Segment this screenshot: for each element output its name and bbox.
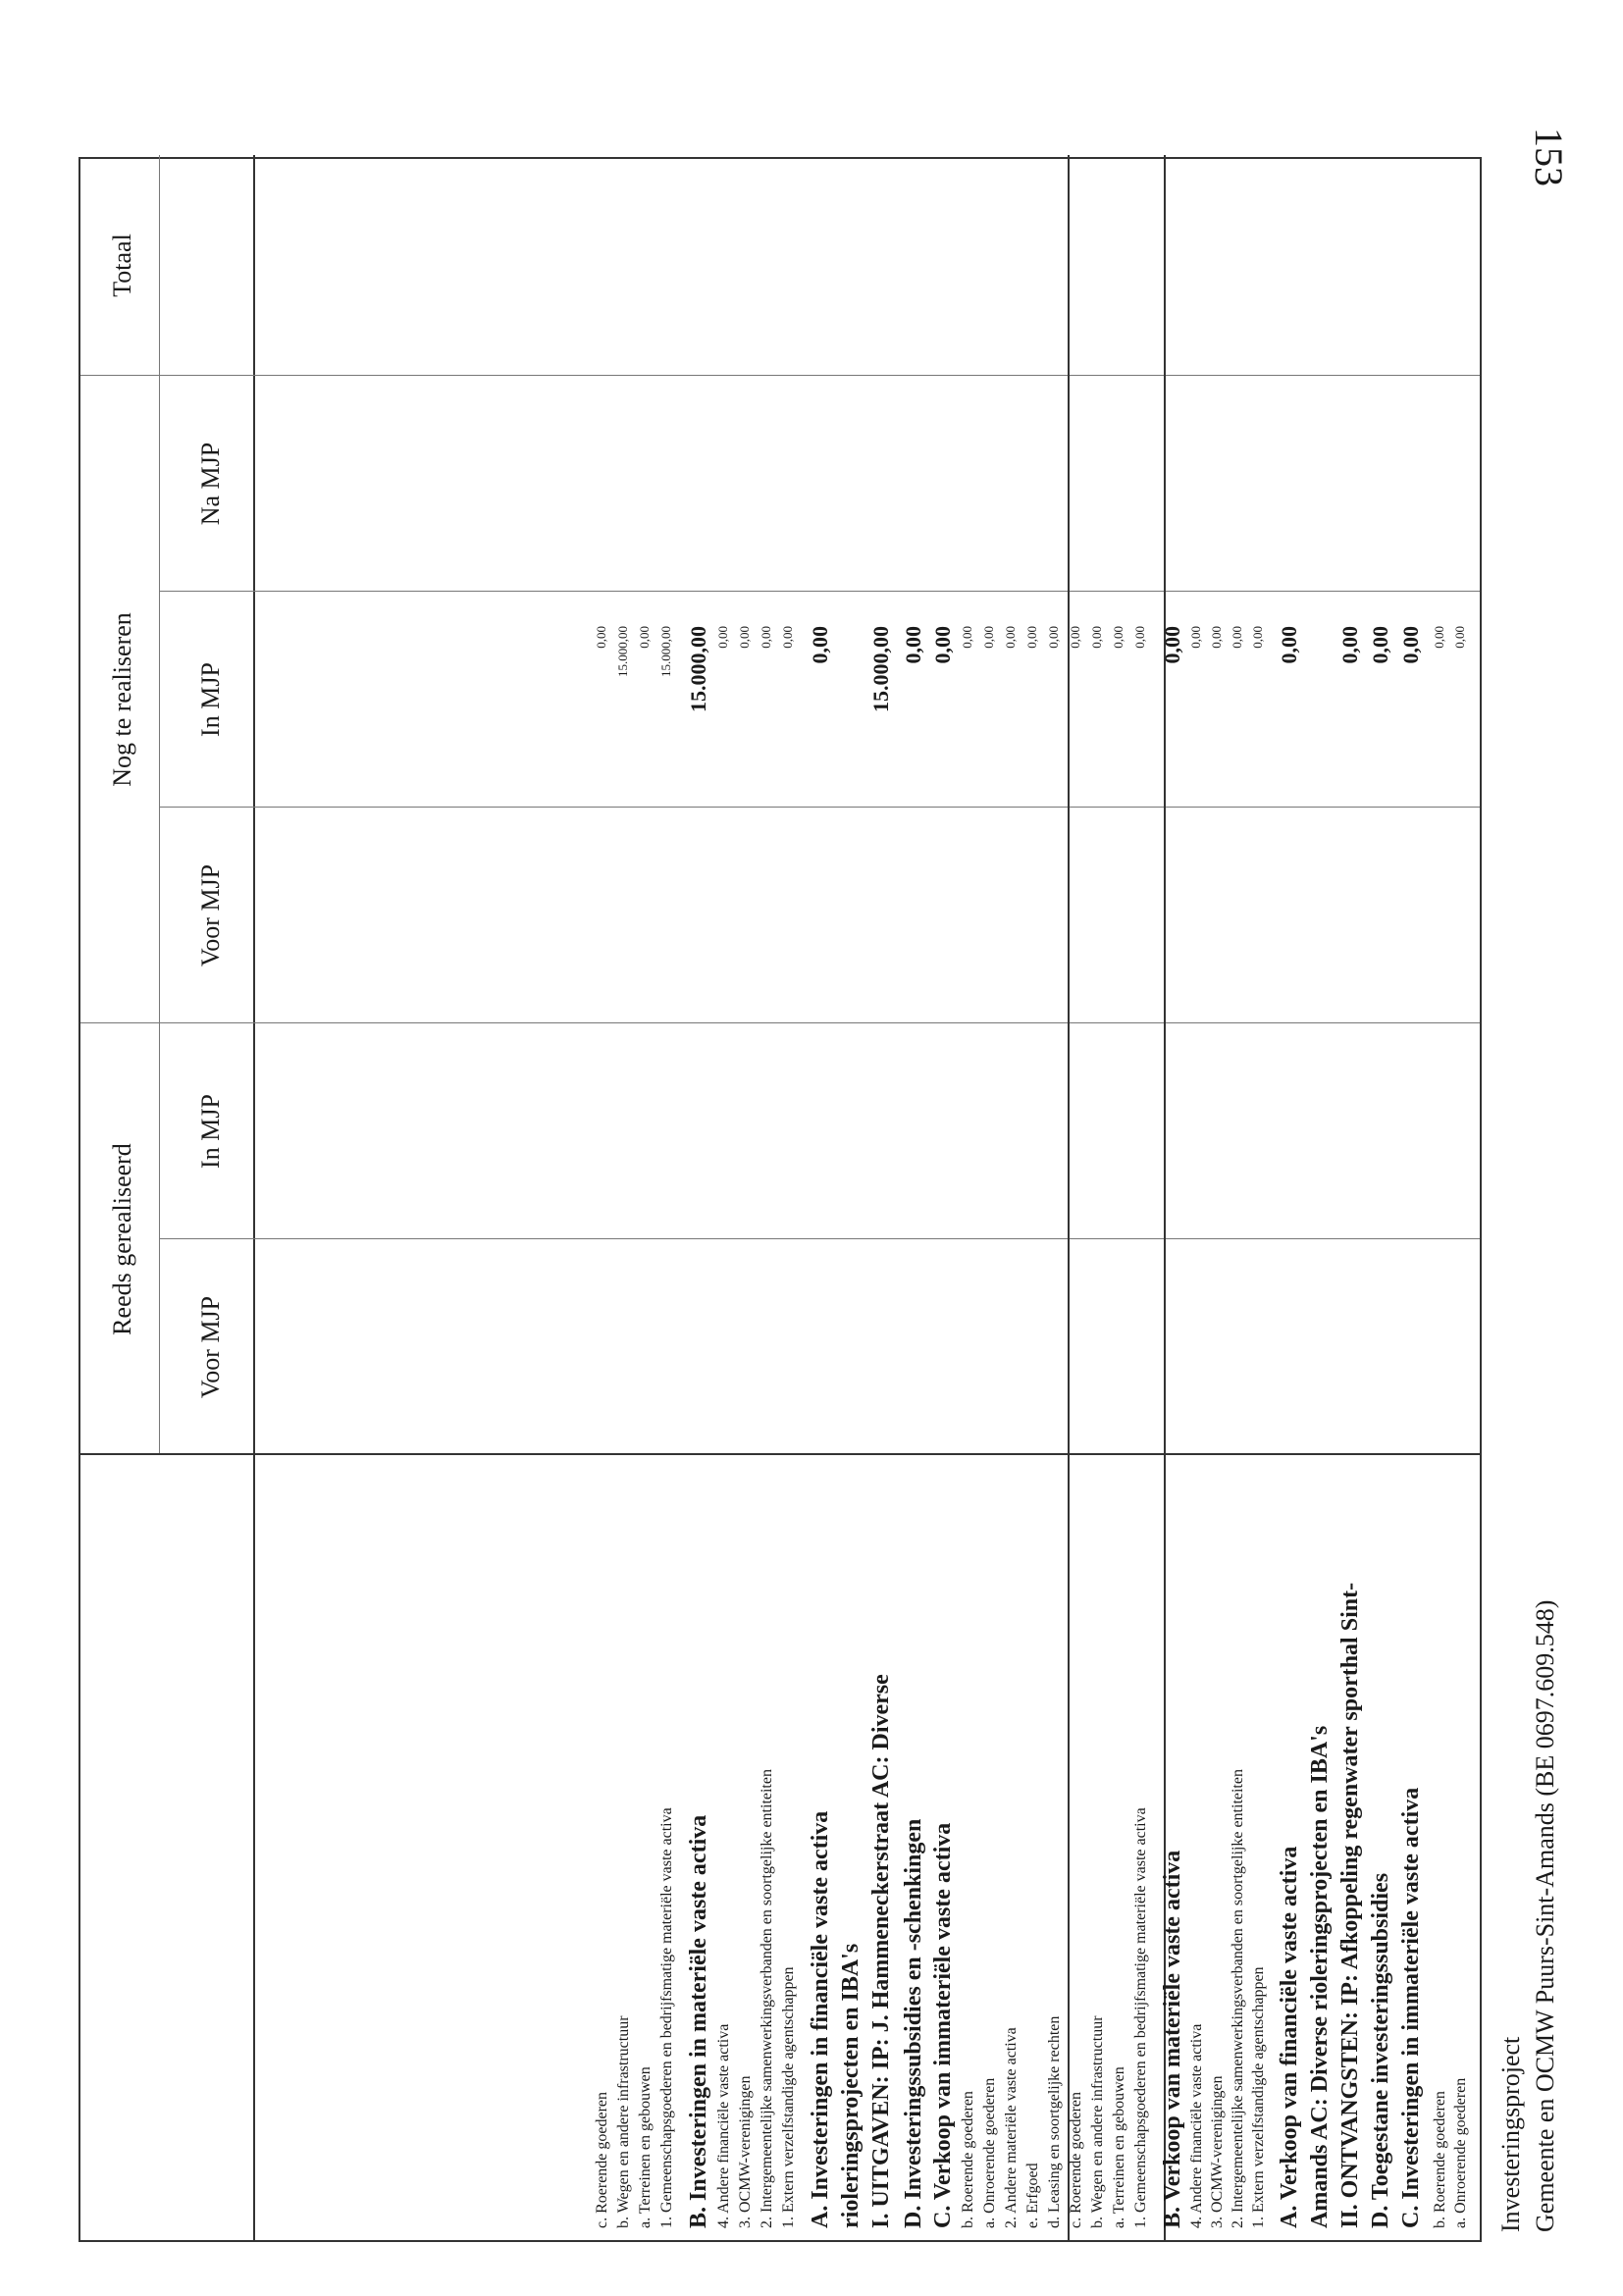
- header-na-mjp: Na MJP: [196, 442, 225, 526]
- footer-organisation: Gemeente en OCMW Puurs-Sint-Amands (BE 0697.609.548): [1531, 1599, 1559, 2232]
- header-in-mjp-2: In MJP: [196, 662, 225, 737]
- footer-project-type: Investeringsproject: [1496, 2036, 1525, 2232]
- header-totaal: Totaal: [108, 234, 136, 297]
- investment-table: Reeds gerealiseerd Nog te realiseren Voor MJP In MJP Voor MJP In MJP Na MJP Totaal a. Onroerende goederen 0,00 b. Roerende goederen 0,00 C. Investeringen in immateriële vaste activa 0,00 D. Toegestane investeringssubsidies 0,00 II. ONTVANGSTEN: IP: Afkoppeling regenwater sporthal Sint- 0,00 Amands AC: Diverse rioleringsprojecten en IBA's A. Verkoop van financiële vaste activa 0,00 1. Extern verzelfstandigde agentschappen 0,00 2. Intergemeentelijke samenwerkingsverbanden en soortgelijke entiteiten 0,00 3. OCMW-verenigingen 0,00 4. Andere financiële vaste activa 0,00 B. Verkoop van materiële vaste activa 0,00 1. Gemeenschapsgoederen en bedrijfsmatige materiële vaste activa 0,00 a. Terreinen en gebouwen 0,00 b. Wegen en andere infrastructuur 0,00 c. Roerende goederen 0,00 d. Leasing en soortgelijke rechten 0,00 e. Erfgoed 0,00 2. Andere materiële vaste activa 0,00 a. Onroerende goederen 0,00 b. Roerende goederen 0,00 C. Verkoop van immateriële vaste activa 0,00 D. Investeringssubsidies en -schenkingen 0,00 I. UITGAVEN: IP: J. Hammeneckerstraat AC: Diverse 15.000,00 rioleringsprojecten en IBA's A. Investeringen in financiële vaste activa 0,00 1. Extern verzelfstandigde agentschappen 0,00 2. Intergemeentelijke samenwerkingsverbanden en soortgelijke entiteiten 0,00 3. OCMW-verenigingen 0,00 4. Andere financiële vaste activa 0,00 B. Investeringen in materiële vaste activa 15.000,00 1. Gemeenschapsgoederen en bedrijfsmatige materiële vaste activa 15.000,00 a. Terreinen en gebouwen 0,00 b. Wegen en andere infrastructuur 15.000,00 c. Roerende goederen 0,00: [79, 157, 1482, 2242]
- header-group-to-realize: Nog te realiseren: [108, 612, 136, 787]
- header-in-mjp: In MJP: [196, 1094, 225, 1169]
- header-voor-mjp-2: Voor MJP: [196, 863, 225, 967]
- header-voor-mjp: Voor MJP: [196, 1295, 225, 1399]
- header-group-realized: Reeds gerealiseerd: [108, 1143, 136, 1335]
- page-number: 153: [1527, 128, 1571, 186]
